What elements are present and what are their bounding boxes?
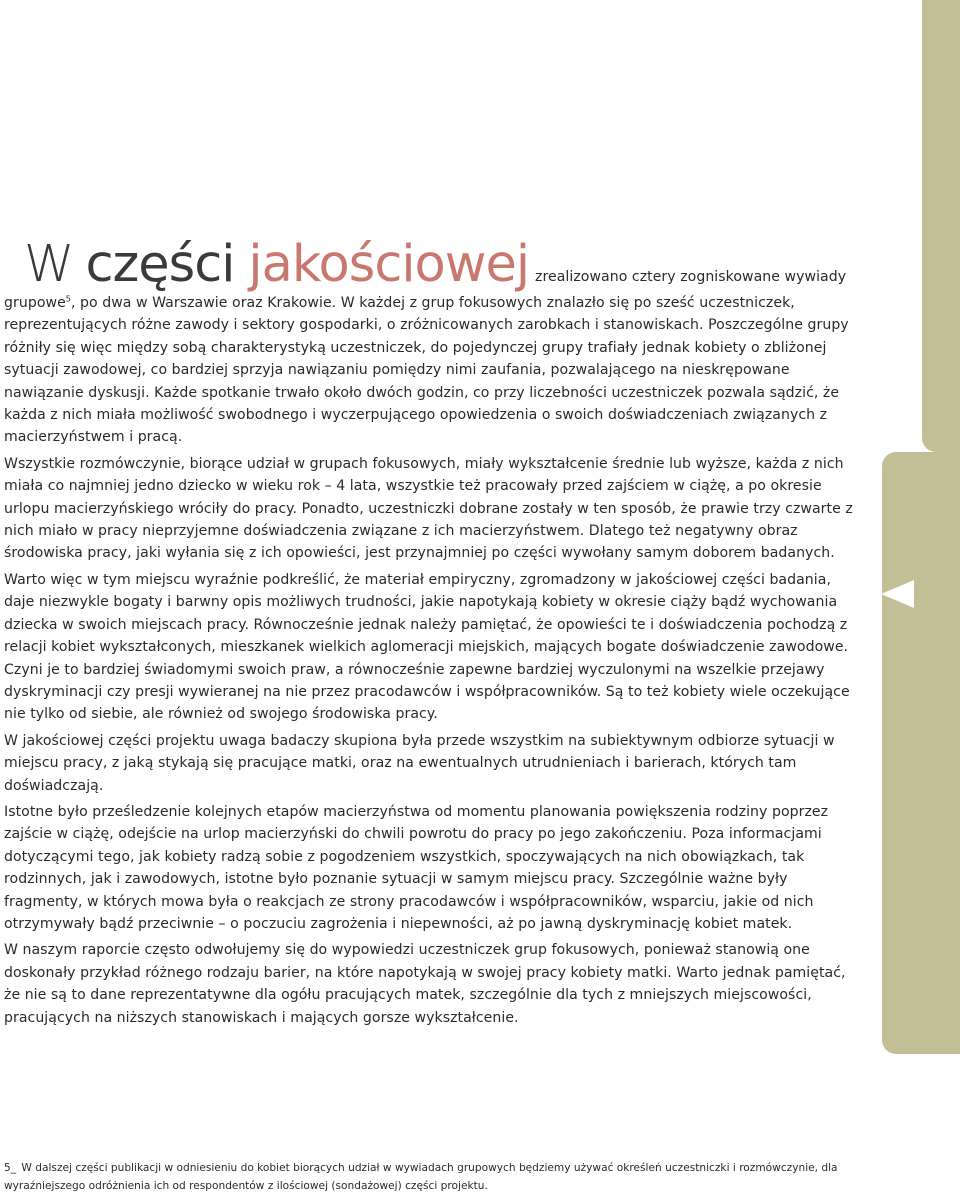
paragraph: W naszym raporcie często odwołujemy się do wypowiedzi uczestniczek grup fokusowych, ponieważ stanowią one doskonały przykład różnego rodzaju barier, na które napotykają w swojej pracy kobiety matki. Warto jednak pamiętać, że nie są to dane reprezentatywne dla ogółu pracujących matek, szczególnie dla tych z mniejszych miejscowości, pracujących na niższych stanowiskach i mających gorsze wykształcenie. (4, 942, 846, 1026)
footnote (4, 1160, 860, 1195)
section-heading (4, 235, 854, 294)
paragraph-text: , po dwa w Warszawie oraz Krakowie. W każdej z grup fokusowych znalazło się po sześć uczestniczek, reprezentujących różne zawody i sektory gospodarki, o zróżnicowanych zarobkach i stanowiskach. Poszczególne grupy różniły się więc między sobą charakterystyką uczestniczek, do pojedynczej grupy trafiały jednak kobiety o zbliżonej sytuacji zawodowej, co bardziej sprzyja nawiązaniu pomiędzy nimi zaufania, pozwalającego na nieskrępowane nawiązanie dyskusji. Każde spotkanie trwało około dwóch godzin, co przy liczebności uczestniczek pozwala sądzić, że każda z nich miała możliwość swobodnego i wyczerpującego opowiedzenia o swoich doświadczeniach związanych z macierzyństwem i pracą. (4, 295, 849, 446)
paragraph-start: grupowe (4, 295, 66, 311)
heading-word: części (85, 235, 235, 294)
main-text (4, 235, 854, 1033)
heading-continuation: zrealizowano cztery zogniskowane wywiady (535, 269, 847, 285)
paragraph: Wszystkie rozmówczynie, biorące udział w grupach fokusowych, miały wykształcenie średnie lub wyższe, każda z nich miała co najmniej jedno dziecko w wieku rok – 4 lata, wszystkie też pracowały przed zajściem w ciążę, a po okresie urlopu macierzyńskiego wróciły do pracy. Ponadto, uczestniczki dobrane zostały w ten sposób, że prawie trzy czwarte z nich miało w pracy nieprzyjemne doświadczenia związane z ich macierzyństwem. Dlatego też negatywny obraz środowiska pracy, jaki wyłania się z ich opowieści, jest przynajmniej po części wywołany samym doborem badanych. (4, 455, 853, 562)
side-tab-panel (882, 452, 960, 1054)
side-tab-decoration (922, 0, 960, 452)
footnote-text: W dalszej części publikacji w odniesieniu do kobiet biorących udział w wywiadach grupowych będziemy używać określeń uczestniczki i rozmówczynie, dla wyraźniejszego odróżnienia ich od respondentów z ilościowej (sondażowej) części projektu. (4, 1162, 838, 1192)
arrow-left-icon (881, 580, 914, 608)
heading-initial: W (24, 235, 74, 294)
paragraph: Istotne było prześledzenie kolejnych etapów macierzyństwa od momentu planowania powiększenia rodziny poprzez zajście w ciążę, odejście na urlop macierzyński do chwili powrotu do pracy po jego zakończeniu. Poza informacjami dotyczącymi tego, jak kobiety radzą sobie z pogodzeniem wszystkich, spoczywających na nich obowiązkach, tak rodzinnych, jak i zawodowych, istotne było poznanie sytuacji w samym miejscu pracy. Szczególnie ważne były fragmenty, w których mowa była o reakcjach ze strony pracodawców i współpracowników, wsparciu, jakie od nich otrzymywały bądź przeciwnie – o poczuciu zagrożenia i niepewności, aż po jawną dyskryminację kobiet matek. (4, 803, 829, 932)
paragraph (4, 292, 854, 449)
footnote-number: 5_ (4, 1162, 17, 1174)
paragraph: W jakościowej części projektu uwaga badaczy skupiona była przede wszystkim na subiektywnym odbiorze sytuacji w miejscu pracy, z jaką stykają się pracujące matki, oraz na ewentualnych utrudnieniach i barierach, których tam doświadczają. (4, 732, 835, 794)
footnote-reference: 5 (65, 294, 71, 304)
paragraph: Warto więc w tym miejscu wyraźnie podkreślić, że materiał empiryczny, zgromadzony w jakościowej części badania, daje niezwykle bogaty i barwny opis możliwych trudności, jakie napotykają kobiety w okresie ciąży bądź wychowania dziecka w swoich miejscach pracy. Równocześnie jednak należy pamiętać, że opowieści te i doświadczenia pochodzą z relacji kobiet wykształconych, mieszkanek wielkich aglomeracji miejskich, mających bogate doświadczenie zawodowe. Czyni je to bardziej świadomymi swoich praw, a równocześnie zapewne bardziej wyczulonymi na wszelkie przejawy dyskryminacji czy presji wywieranej na nie przez pracodawców i współpracowników. Są to też kobiety wiele oczekujące nie tylko od siebie, ale również od swojego środowiska pracy. (4, 571, 850, 723)
heading-accent: jakościowej (248, 235, 529, 294)
